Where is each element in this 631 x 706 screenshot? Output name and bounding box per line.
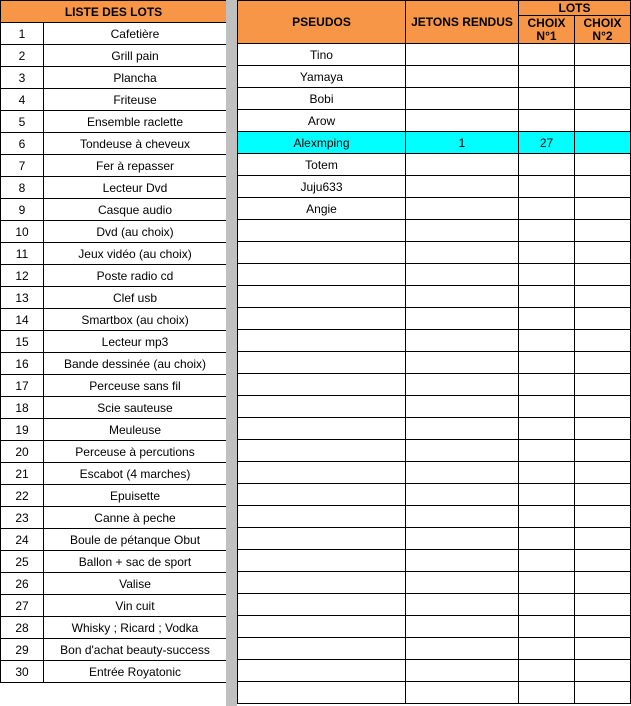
choix1-cell[interactable]: [519, 88, 575, 110]
lot-name-cell[interactable]: Entrée Royatonic: [44, 661, 227, 683]
choix1-header[interactable]: CHOIX N°1: [519, 16, 575, 44]
lot-number-cell[interactable]: 6: [1, 133, 44, 155]
lot-row: [1, 45, 227, 67]
choix2-cell[interactable]: [575, 88, 631, 110]
choix1-cell[interactable]: [519, 66, 575, 88]
choix2-cell[interactable]: [575, 682, 631, 704]
jetons-header[interactable]: JETONS RENDUS: [406, 1, 519, 44]
jetons-cell[interactable]: [406, 462, 519, 484]
jetons-cell[interactable]: [406, 418, 519, 440]
choix2-cell[interactable]: [575, 286, 631, 308]
pseudo-cell[interactable]: [238, 616, 406, 638]
lot-number-cell[interactable]: 26: [1, 573, 44, 595]
lot-name-cell[interactable]: Scie sauteuse: [44, 397, 227, 419]
pseudo-cell[interactable]: [238, 220, 406, 242]
lot-number-cell[interactable]: 15: [1, 331, 44, 353]
choix1-cell[interactable]: 27: [519, 132, 575, 154]
jetons-cell[interactable]: [406, 594, 519, 616]
choix1-cell[interactable]: [519, 682, 575, 704]
pseudo-cell[interactable]: [238, 352, 406, 374]
choix1-cell[interactable]: [519, 462, 575, 484]
jetons-cell[interactable]: [406, 198, 519, 220]
jetons-cell[interactable]: [406, 154, 519, 176]
entry-row: [238, 88, 631, 110]
lot-row: [1, 485, 227, 507]
lot-name-cell[interactable]: Jeux vidéo (au choix): [44, 243, 227, 265]
entry-row: [238, 660, 631, 682]
choix1-cell[interactable]: [519, 594, 575, 616]
lot-number-cell[interactable]: 22: [1, 485, 44, 507]
choix1-cell[interactable]: [519, 418, 575, 440]
lot-row: [1, 221, 227, 243]
lots-table: [0, 0, 227, 683]
choix1-cell[interactable]: [519, 484, 575, 506]
choix2-cell[interactable]: [575, 550, 631, 572]
pseudos-table: [237, 0, 631, 704]
choix2-cell[interactable]: [575, 220, 631, 242]
pseudo-cell[interactable]: [238, 528, 406, 550]
lot-name-cell[interactable]: Valise: [44, 573, 227, 595]
lot-number-cell[interactable]: 2: [1, 45, 44, 67]
choix2-cell[interactable]: [575, 396, 631, 418]
entry-row: [238, 440, 631, 462]
lot-name-cell[interactable]: Clef usb: [44, 287, 227, 309]
choix1-cell[interactable]: [519, 528, 575, 550]
entry-row: [238, 550, 631, 572]
pseudo-cell[interactable]: [238, 286, 406, 308]
lot-row: [1, 67, 227, 89]
choix2-cell[interactable]: [575, 660, 631, 682]
pseudo-cell[interactable]: Bobi: [238, 88, 406, 110]
choix2-cell[interactable]: [575, 110, 631, 132]
lot-name-cell[interactable]: Dvd (au choix): [44, 221, 227, 243]
jetons-cell[interactable]: [406, 308, 519, 330]
lot-row: [1, 639, 227, 661]
choix1-cell[interactable]: [519, 198, 575, 220]
entry-row: [238, 594, 631, 616]
choix2-cell[interactable]: [575, 616, 631, 638]
pseudo-cell[interactable]: Alexmping: [238, 132, 406, 154]
lot-row: [1, 573, 227, 595]
pseudo-cell[interactable]: [238, 660, 406, 682]
choix1-cell[interactable]: [519, 110, 575, 132]
choix2-cell[interactable]: [575, 330, 631, 352]
choix1-cell[interactable]: [519, 330, 575, 352]
lot-row: [1, 529, 227, 551]
jetons-cell[interactable]: [406, 176, 519, 198]
jetons-cell[interactable]: [406, 660, 519, 682]
column-gap: [226, 0, 237, 706]
choix1-cell[interactable]: [519, 44, 575, 66]
choix2-cell[interactable]: [575, 132, 631, 154]
jetons-cell[interactable]: [406, 220, 519, 242]
pseudo-cell[interactable]: [238, 396, 406, 418]
jetons-cell[interactable]: 1: [406, 132, 519, 154]
entry-row: [238, 506, 631, 528]
choix2-cell[interactable]: [575, 242, 631, 264]
lot-row: [1, 595, 227, 617]
lot-row: [1, 507, 227, 529]
lot-name-cell[interactable]: Fer à repasser: [44, 155, 227, 177]
lots-group-header[interactable]: LOTS: [519, 1, 631, 16]
lot-row: [1, 111, 227, 133]
entry-row: [238, 132, 631, 154]
choix2-cell[interactable]: [575, 506, 631, 528]
jetons-cell[interactable]: [406, 286, 519, 308]
lot-name-cell[interactable]: Escabot (4 marches): [44, 463, 227, 485]
lot-number-cell[interactable]: 25: [1, 551, 44, 573]
jetons-cell[interactable]: [406, 506, 519, 528]
entry-row: [238, 242, 631, 264]
jetons-cell[interactable]: [406, 330, 519, 352]
choix2-cell[interactable]: [575, 264, 631, 286]
pseudo-cell[interactable]: [238, 440, 406, 462]
jetons-cell[interactable]: [406, 550, 519, 572]
pseudo-cell[interactable]: [238, 374, 406, 396]
jetons-cell[interactable]: [406, 88, 519, 110]
choix2-cell[interactable]: [575, 66, 631, 88]
choix2-cell[interactable]: [575, 44, 631, 66]
pseudo-cell[interactable]: [238, 242, 406, 264]
pseudo-cell[interactable]: [238, 550, 406, 572]
jetons-cell[interactable]: [406, 374, 519, 396]
lot-row: [1, 397, 227, 419]
choix1-cell[interactable]: [519, 286, 575, 308]
lot-row: [1, 331, 227, 353]
lot-number-cell[interactable]: 29: [1, 639, 44, 661]
pseudo-cell[interactable]: Angie: [238, 198, 406, 220]
entry-row: [238, 462, 631, 484]
entry-row: [238, 330, 631, 352]
jetons-cell[interactable]: [406, 66, 519, 88]
lot-name-cell[interactable]: Lecteur mp3: [44, 331, 227, 353]
jetons-cell[interactable]: [406, 616, 519, 638]
entry-row: [238, 110, 631, 132]
lot-name-cell[interactable]: Ensemble raclette: [44, 111, 227, 133]
choix2-cell[interactable]: [575, 462, 631, 484]
choix2-cell[interactable]: [575, 374, 631, 396]
pseudo-cell[interactable]: [238, 594, 406, 616]
lot-row: [1, 551, 227, 573]
lot-number-cell[interactable]: 27: [1, 595, 44, 617]
entry-row: [238, 638, 631, 660]
pseudo-cell[interactable]: Tino: [238, 44, 406, 66]
pseudo-cell[interactable]: [238, 308, 406, 330]
jetons-cell[interactable]: [406, 396, 519, 418]
lot-row: [1, 243, 227, 265]
jetons-cell[interactable]: [406, 110, 519, 132]
jetons-cell[interactable]: [406, 682, 519, 704]
lot-name-cell[interactable]: Perceuse à percutions: [44, 441, 227, 463]
choix1-cell[interactable]: [519, 660, 575, 682]
entry-row: [238, 198, 631, 220]
lot-number-cell[interactable]: 3: [1, 67, 44, 89]
pseudo-cell[interactable]: [238, 572, 406, 594]
choix2-cell[interactable]: [575, 418, 631, 440]
choix1-cell[interactable]: [519, 352, 575, 374]
lot-number-cell[interactable]: 13: [1, 287, 44, 309]
lot-name-cell[interactable]: Cafetière: [44, 23, 227, 45]
choix2-cell[interactable]: [575, 154, 631, 176]
lot-name-cell[interactable]: Epuisette: [44, 485, 227, 507]
lot-name-cell[interactable]: Casque audio: [44, 199, 227, 221]
lot-number-cell[interactable]: 24: [1, 529, 44, 551]
lot-row: [1, 199, 227, 221]
pseudo-cell[interactable]: Totem: [238, 154, 406, 176]
pseudo-cell[interactable]: [238, 682, 406, 704]
lot-number-cell[interactable]: 7: [1, 155, 44, 177]
lot-name-cell[interactable]: Meuleuse: [44, 419, 227, 441]
jetons-cell[interactable]: [406, 638, 519, 660]
lots-list-header[interactable]: LISTE DES LOTS: [1, 1, 227, 23]
jetons-cell[interactable]: [406, 264, 519, 286]
lot-row: [1, 661, 227, 683]
lot-name-cell[interactable]: Bande dessinée (au choix): [44, 353, 227, 375]
choix1-cell[interactable]: [519, 264, 575, 286]
entry-row: [238, 220, 631, 242]
lot-number-cell[interactable]: 17: [1, 375, 44, 397]
choix1-cell[interactable]: [519, 506, 575, 528]
choix1-cell[interactable]: [519, 550, 575, 572]
jetons-cell[interactable]: [406, 572, 519, 594]
choix1-cell[interactable]: [519, 220, 575, 242]
pseudo-cell[interactable]: [238, 506, 406, 528]
choix1-cell[interactable]: [519, 616, 575, 638]
pseudos-header[interactable]: PSEUDOS: [238, 1, 406, 44]
choix2-cell[interactable]: [575, 638, 631, 660]
choix2-cell[interactable]: [575, 308, 631, 330]
entry-row: [238, 176, 631, 198]
choix1-cell[interactable]: [519, 572, 575, 594]
lot-row: [1, 309, 227, 331]
lot-number-cell[interactable]: 30: [1, 661, 44, 683]
lot-row: [1, 155, 227, 177]
lot-name-cell[interactable]: Boule de pétanque Obut: [44, 529, 227, 551]
lot-number-cell[interactable]: 1: [1, 23, 44, 45]
lot-name-cell[interactable]: Friteuse: [44, 89, 227, 111]
choix1-cell[interactable]: [519, 396, 575, 418]
lot-name-cell[interactable]: Grill pain: [44, 45, 227, 67]
lot-number-cell[interactable]: 14: [1, 309, 44, 331]
lot-row: [1, 617, 227, 639]
lot-number-cell[interactable]: 9: [1, 199, 44, 221]
lot-name-cell[interactable]: Poste radio cd: [44, 265, 227, 287]
lot-name-cell[interactable]: Bon d'achat beauty-success: [44, 639, 227, 661]
lot-name-cell[interactable]: Perceuse sans fil: [44, 375, 227, 397]
choix2-cell[interactable]: [575, 440, 631, 462]
pseudo-cell[interactable]: Juju633: [238, 176, 406, 198]
pseudo-cell[interactable]: [238, 638, 406, 660]
choix2-header[interactable]: CHOIX N°2: [575, 16, 631, 44]
pseudo-cell[interactable]: Yamaya: [238, 66, 406, 88]
lot-number-cell[interactable]: 4: [1, 89, 44, 111]
entry-row: [238, 374, 631, 396]
pseudo-cell[interactable]: [238, 484, 406, 506]
lot-number-cell[interactable]: 20: [1, 441, 44, 463]
jetons-cell[interactable]: [406, 528, 519, 550]
jetons-cell[interactable]: [406, 352, 519, 374]
lot-name-cell[interactable]: Smartbox (au choix): [44, 309, 227, 331]
lot-name-cell[interactable]: Tondeuse à cheveux: [44, 133, 227, 155]
entry-row: [238, 44, 631, 66]
pseudo-cell[interactable]: [238, 264, 406, 286]
choix1-cell[interactable]: [519, 154, 575, 176]
lot-name-cell[interactable]: Whisky ; Ricard ; Vodka: [44, 617, 227, 639]
choix1-cell[interactable]: [519, 374, 575, 396]
choix2-cell[interactable]: [575, 198, 631, 220]
lot-number-cell[interactable]: 11: [1, 243, 44, 265]
lot-number-cell[interactable]: 10: [1, 221, 44, 243]
choix2-cell[interactable]: [575, 528, 631, 550]
entry-row: [238, 352, 631, 374]
entry-row: [238, 682, 631, 704]
lot-number-cell[interactable]: 19: [1, 419, 44, 441]
choix2-cell[interactable]: [575, 484, 631, 506]
choix2-cell[interactable]: [575, 572, 631, 594]
lot-name-cell[interactable]: Lecteur Dvd: [44, 177, 227, 199]
lot-row: [1, 23, 227, 45]
lot-number-cell[interactable]: 21: [1, 463, 44, 485]
lot-name-cell[interactable]: Canne à peche: [44, 507, 227, 529]
entry-row: [238, 308, 631, 330]
choix2-cell[interactable]: [575, 176, 631, 198]
lot-row: [1, 177, 227, 199]
lot-number-cell[interactable]: 16: [1, 353, 44, 375]
lot-number-cell[interactable]: 12: [1, 265, 44, 287]
lot-row: [1, 375, 227, 397]
entry-row: [238, 154, 631, 176]
choix1-cell[interactable]: [519, 308, 575, 330]
lot-row: [1, 133, 227, 155]
entry-row: [238, 66, 631, 88]
choix1-cell[interactable]: [519, 638, 575, 660]
lot-row: [1, 265, 227, 287]
lot-row: [1, 89, 227, 111]
lot-row: [1, 353, 227, 375]
entry-row: [238, 396, 631, 418]
lot-name-cell[interactable]: Ballon + sac de sport: [44, 551, 227, 573]
lot-name-cell[interactable]: Vin cuit: [44, 595, 227, 617]
entry-row: [238, 264, 631, 286]
entry-row: [238, 418, 631, 440]
pseudo-cell[interactable]: Arow: [238, 110, 406, 132]
pseudo-cell[interactable]: [238, 418, 406, 440]
choix2-cell[interactable]: [575, 352, 631, 374]
lot-number-cell[interactable]: 5: [1, 111, 44, 133]
lot-number-cell[interactable]: 18: [1, 397, 44, 419]
entry-row: [238, 572, 631, 594]
jetons-cell[interactable]: [406, 484, 519, 506]
entry-row: [238, 528, 631, 550]
lot-row: [1, 419, 227, 441]
entry-row: [238, 484, 631, 506]
lot-number-cell[interactable]: 23: [1, 507, 44, 529]
lot-number-cell[interactable]: 8: [1, 177, 44, 199]
choix1-cell[interactable]: [519, 242, 575, 264]
choix2-cell[interactable]: [575, 594, 631, 616]
entry-row: [238, 616, 631, 638]
lot-row: [1, 441, 227, 463]
pseudo-cell[interactable]: [238, 330, 406, 352]
jetons-cell[interactable]: [406, 242, 519, 264]
lot-name-cell[interactable]: Plancha: [44, 67, 227, 89]
choix1-cell[interactable]: [519, 176, 575, 198]
choix1-cell[interactable]: [519, 440, 575, 462]
lot-row: [1, 463, 227, 485]
lot-number-cell[interactable]: 28: [1, 617, 44, 639]
jetons-cell[interactable]: [406, 44, 519, 66]
jetons-cell[interactable]: [406, 440, 519, 462]
entry-row: [238, 286, 631, 308]
pseudo-cell[interactable]: [238, 462, 406, 484]
lot-row: [1, 287, 227, 309]
